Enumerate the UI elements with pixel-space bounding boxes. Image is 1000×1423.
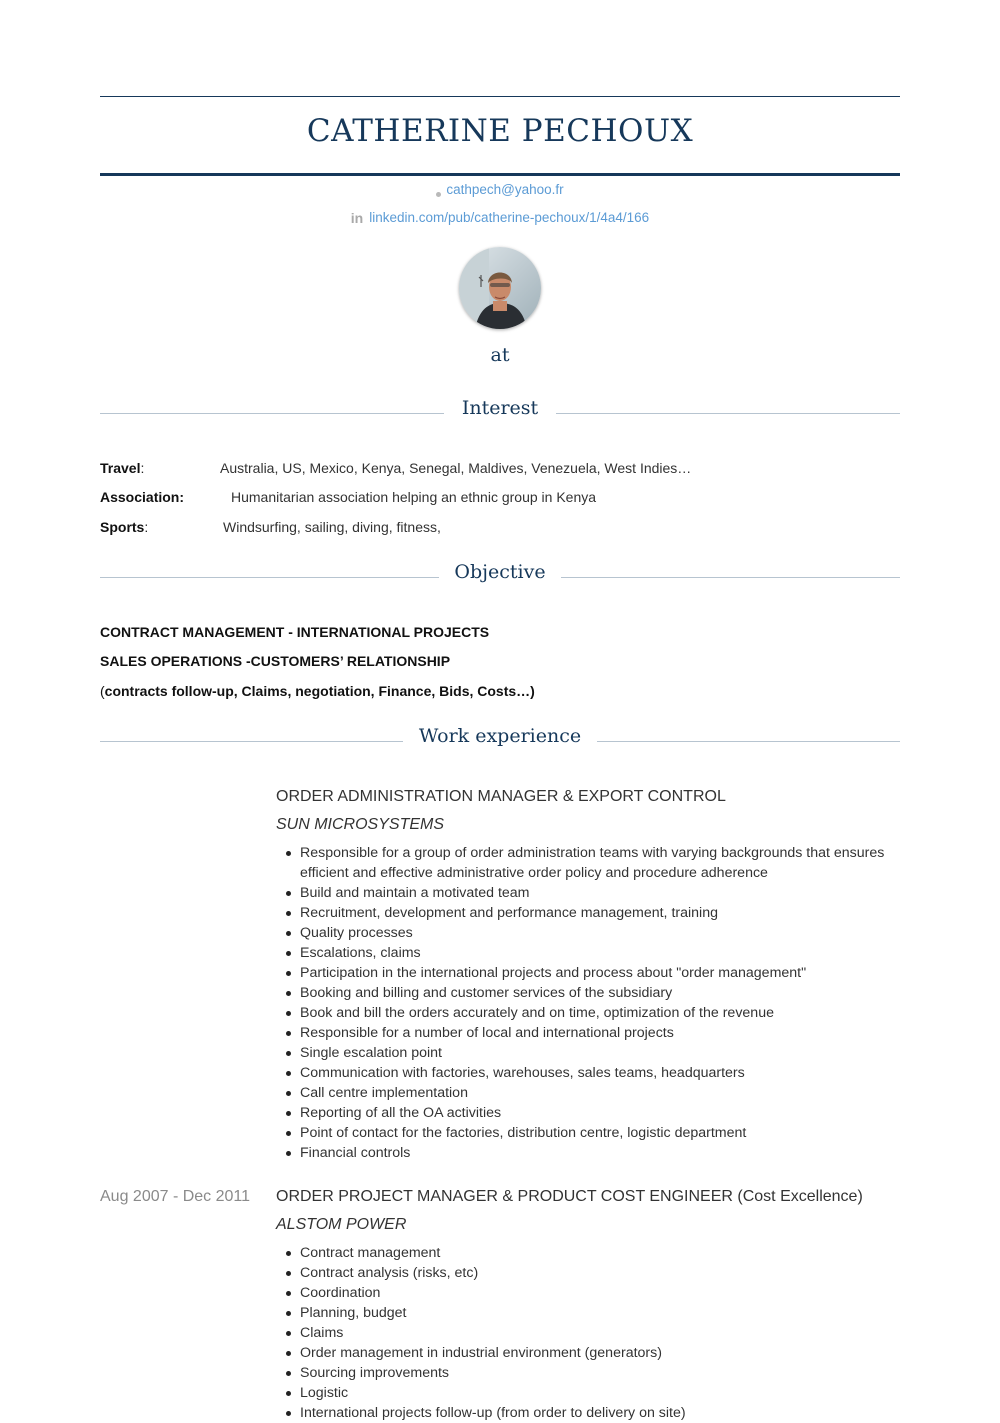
objective-detail: contracts follow-up, Claims, negotiation, Finance, Bids, Costs…) — [104, 683, 535, 699]
job-title: ORDER ADMINISTRATION MANAGER & EXPORT CONTROL — [276, 788, 726, 805]
interest-key: Sports — [100, 519, 145, 535]
list-item: Call centre implementation — [300, 1083, 924, 1103]
list-item: Escalations, claims — [300, 943, 924, 963]
list-item: Book and bill the orders accurately and on time, optimization of the revenue — [300, 1003, 924, 1023]
list-item: Coordination — [300, 1283, 924, 1303]
list-item: Communication with factories, warehouses, sales teams, headquarters — [300, 1063, 924, 1083]
list-item: Build and maintain a motivated team — [300, 883, 924, 903]
interest-value: Australia, US, Mexico, Kenya, Senegal, Maldives, Venezuela, West Indies… — [220, 460, 692, 476]
header-bottom-rule — [100, 173, 900, 176]
linkedin-icon: in — [350, 210, 364, 227]
interest-row-association — [100, 489, 597, 505]
list-item: Reporting of all the OA activities — [300, 1103, 924, 1123]
interest-value: Humanitarian association helping an ethnic group in Kenya — [231, 489, 597, 505]
avatar — [459, 247, 541, 329]
header-top-rule — [100, 96, 900, 97]
list-item: Contract analysis (risks, etc) — [300, 1263, 924, 1283]
job-date: Aug 2007 - Dec 2011 — [100, 1188, 251, 1205]
interest-row-travel — [100, 460, 692, 476]
objective-line-2: SALES OPERATIONS -CUSTOMERS’ RELATIONSHIP — [100, 653, 451, 669]
interest-sep: : — [144, 519, 149, 535]
list-item: Point of contact for the factories, distribution centre, logistic department — [300, 1123, 924, 1143]
email-link[interactable]: cathpech@yahoo.fr — [446, 182, 564, 197]
list-item: Responsible for a group of order administration teams with varying backgrounds that ensures efficient and effective administrative order policy and procedure adherence — [300, 843, 924, 883]
section-title: Objective — [454, 561, 546, 583]
list-item: International projects follow-up (from order to delivery on site) — [300, 1403, 924, 1423]
list-item: Sourcing improvements — [300, 1363, 924, 1383]
interest-key: Association: — [100, 489, 185, 505]
divider-right — [556, 413, 900, 414]
avatar-photo — [459, 247, 541, 329]
objective-paren: ( — [100, 683, 105, 699]
email-row — [100, 182, 900, 197]
objective-line-3 — [100, 683, 535, 699]
list-item: Financial controls — [300, 1143, 924, 1163]
job-title: ORDER PROJECT MANAGER & PRODUCT COST ENGINEER (Cost Excellence) — [276, 1188, 863, 1205]
divider-right — [597, 741, 900, 742]
linkedin-row — [100, 210, 900, 226]
interest-value: Windsurfing, sailing, diving, fitness, — [223, 519, 441, 535]
section-heading-interest — [100, 397, 900, 427]
list-item: Quality processes — [300, 923, 924, 943]
list-item: Claims — [300, 1323, 924, 1343]
section-heading-objective — [100, 561, 900, 591]
interest-row-sports — [100, 519, 441, 535]
list-item: Booking and billing and customer services of the subsidiary — [300, 983, 924, 1003]
section-title: Interest — [461, 397, 539, 419]
list-item: Contract management — [300, 1243, 924, 1263]
section-title: Work experience — [418, 725, 582, 747]
job-duties-list — [276, 843, 924, 1163]
list-item: Responsible for a number of local and international projects — [300, 1023, 924, 1043]
linkedin-link[interactable]: linkedin.com/pub/catherine-pechoux/1/4a4/166 — [369, 210, 650, 225]
section-heading-work — [100, 725, 900, 755]
job-company: ALSTOM POWER — [276, 1216, 407, 1233]
list-item: Single escalation point — [300, 1043, 924, 1063]
bullet-icon — [436, 192, 441, 197]
list-item: Recruitment, development and performance management, training — [300, 903, 924, 923]
divider-right — [561, 577, 900, 578]
candidate-name: CATHERINE PECHOUX — [306, 113, 694, 149]
list-item: Participation in the international projects and process about "order management" — [300, 963, 924, 983]
headline: at — [490, 344, 510, 366]
job-company: SUN MICROSYSTEMS — [276, 816, 445, 833]
job-duties-list — [276, 1243, 924, 1423]
list-item: Logistic — [300, 1383, 924, 1403]
list-item: Order management in industrial environment (generators) — [300, 1343, 924, 1363]
interest-sep: : — [140, 460, 145, 476]
interest-key: Travel — [100, 460, 141, 476]
list-item: Planning, budget — [300, 1303, 924, 1323]
objective-line-1: CONTRACT MANAGEMENT - INTERNATIONAL PROJECTS — [100, 624, 490, 640]
